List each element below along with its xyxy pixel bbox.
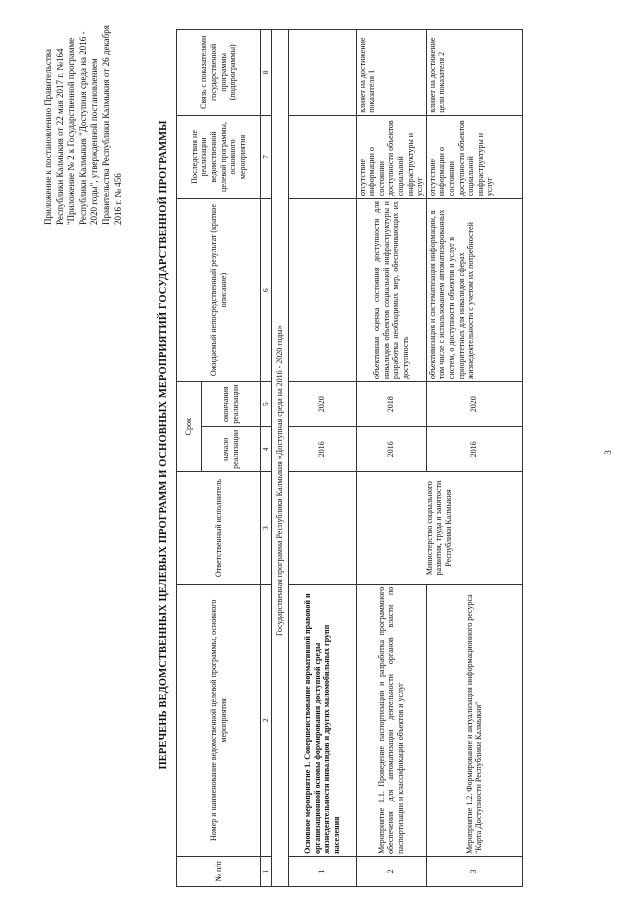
header-row bbox=[177, 30, 202, 887]
table-row bbox=[426, 30, 522, 887]
column-number: 6 bbox=[261, 199, 272, 382]
row-result: объективизация и систематизация информации, в том числе с использованием автоматизированных систем, о доступности объектов и услуг в приоритетных для инвалидов сферах жизнедеятельности с учетом их потребностей bbox=[426, 199, 522, 382]
measures-table bbox=[176, 29, 523, 887]
row-executor: Министерство социального развития, труда и занятости Республики Калмыкия bbox=[356, 472, 522, 584]
table-row bbox=[356, 30, 426, 887]
row-start: 2016 bbox=[426, 427, 522, 472]
row-executor bbox=[288, 472, 356, 584]
column-number: 3 bbox=[261, 472, 272, 584]
row-name: Мероприятие 1.1. Проведение паспортизации и разработка программного обеспечения для автоматизации деятельности органов власти по паспортизации и классификации объектов и услуг bbox=[356, 584, 426, 856]
row-name: Мероприятие 1.2. Формирование и актуализация информационного ресурса "Карта Доступности Республики Калмыкия" bbox=[426, 584, 522, 856]
col-header-num: № п/п bbox=[177, 856, 261, 886]
program-row bbox=[271, 30, 288, 887]
row-num: 1 bbox=[288, 856, 356, 886]
col-header-consequences: Последствия не реализации ведомственной целевой программы, основного мероприятия bbox=[177, 115, 261, 198]
col-header-result: Ожидаемый непосредственный результат (краткое описание) bbox=[177, 199, 261, 382]
col-header-link: Связь с показателями государственной программы (подпрограммы) bbox=[177, 30, 261, 116]
row-end: 2020 bbox=[288, 382, 356, 427]
col-header-executor: Ответственный исполнитель bbox=[177, 472, 261, 584]
row-result: объективная оценка состояния доступности для инвалидов объектов социальной инфраструктуры и разработка необходимых мер, обеспечивающих их доступность bbox=[356, 199, 426, 382]
col-header-name: Номер и наименование ведомственной целевой программы, основного мероприятия bbox=[177, 584, 261, 856]
row-link bbox=[288, 30, 356, 116]
column-number: 4 bbox=[261, 427, 272, 472]
row-consequences: отсутствие информации о состоянии доступности объектов социальной инфраструктуры и услуг bbox=[356, 115, 426, 198]
table-row bbox=[288, 30, 356, 887]
column-number: 8 bbox=[261, 30, 272, 116]
col-header-start: начало реализации bbox=[202, 427, 261, 472]
row-num: 3 bbox=[426, 856, 522, 886]
column-number-row bbox=[261, 30, 272, 887]
row-link: влияет на достижение показателя 1 bbox=[356, 30, 426, 116]
column-number: 1 bbox=[261, 856, 272, 886]
document-title: ПЕРЕЧЕНЬ ВЕДОМСТВЕННЫХ ЦЕЛЕВЫХ ПРОГРАММ И ОСНОВНЫХ МЕРОПРИЯТИЙ ГОСУДАРСТВЕННОЙ ПРОГРАММЫ bbox=[158, 120, 169, 770]
row-start: 2016 bbox=[288, 427, 356, 472]
row-result bbox=[288, 199, 356, 382]
column-number: 2 bbox=[261, 584, 272, 856]
column-number: 5 bbox=[261, 382, 272, 427]
row-link: влияет на достижение цели показателя 2 bbox=[426, 30, 522, 116]
col-header-term: Срок bbox=[177, 382, 202, 472]
row-start: 2016 bbox=[356, 427, 426, 472]
program-title: Государственная программа Республики Калмыкия «Доступная среда на 2016 - 2020 годы» bbox=[271, 30, 288, 887]
column-number: 7 bbox=[261, 115, 272, 198]
row-end: 2020 bbox=[426, 382, 522, 427]
row-end: 2018 bbox=[356, 382, 426, 427]
row-consequences bbox=[288, 115, 356, 198]
row-consequences: отсутствие информации о состоянии доступности объектов социальной инфраструктуры и услуг bbox=[426, 115, 522, 198]
row-num: 2 bbox=[356, 856, 426, 886]
row-name: Основное мероприятие 1. Совершенствование нормативной правовой и организационной основы формирования доступной среды жизнедеятельности инвалидов и других маломобильных групп населения bbox=[288, 584, 356, 856]
appendix-note: Приложение к постановлению Правительства Республики Калмыкия от 22 мая 2017 г. №164 "Приложение № 2 к Государственной программе Республики Калмыкия "Доступная среда на 2016 - 2020 годы", утвержденной постановлением Правительства Республики Калмыкия от 26 декабря 2016 г. № 456 bbox=[43, 25, 123, 225]
page-number: 3 bbox=[603, 450, 613, 455]
col-header-end: окончания реализации bbox=[202, 382, 261, 427]
